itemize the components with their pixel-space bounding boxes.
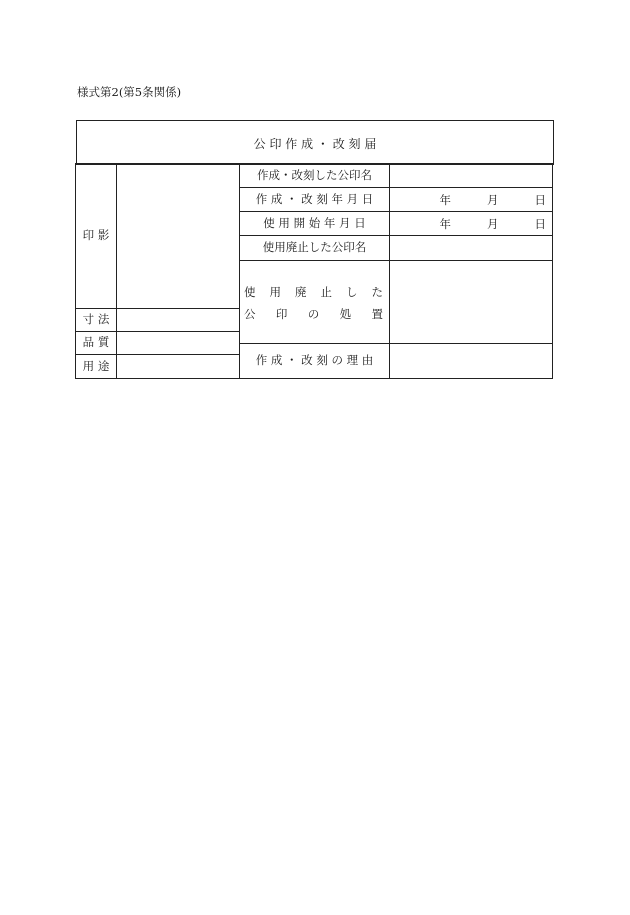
disposal-label-cell bbox=[239, 260, 390, 344]
usage-field[interactable] bbox=[116, 354, 240, 379]
date-created-field[interactable] bbox=[389, 187, 553, 212]
usage-label: 用 途 bbox=[82, 358, 110, 373]
dimensions-label: 寸 法 bbox=[82, 312, 110, 327]
date-started-label-cell bbox=[239, 211, 390, 236]
reason-field[interactable] bbox=[389, 343, 553, 379]
seal-name-field[interactable] bbox=[389, 163, 553, 188]
date-created-label-cell bbox=[239, 187, 390, 212]
form-caption: 様式第2(第5条関係) bbox=[77, 85, 182, 99]
usage-label-cell bbox=[75, 354, 117, 379]
dimensions-field[interactable] bbox=[116, 308, 240, 332]
impression-area[interactable] bbox=[116, 163, 240, 309]
disposal-label-line2: 公 印 の 処 置 bbox=[244, 307, 383, 321]
form-table bbox=[76, 164, 554, 380]
discontinued-label-cell bbox=[239, 235, 390, 261]
impression-label: 印 影 bbox=[82, 228, 110, 243]
form-title-box bbox=[76, 120, 554, 165]
date-created-year: 年 bbox=[439, 192, 451, 207]
discontinued-label: 使用廃止した公印名 bbox=[262, 240, 367, 255]
disposal-field[interactable] bbox=[389, 260, 553, 344]
impression-label-cell bbox=[75, 163, 117, 309]
date-created-day: 日 bbox=[534, 192, 546, 207]
date-started-month: 月 bbox=[487, 216, 499, 231]
date-created-month: 月 bbox=[487, 192, 499, 207]
material-field[interactable] bbox=[116, 331, 240, 355]
date-started-day: 日 bbox=[534, 216, 546, 231]
dimensions-label-cell bbox=[75, 308, 117, 332]
disposal-label-line1: 使 用 廃 止 し た bbox=[244, 285, 383, 299]
seal-name-label-cell bbox=[239, 163, 390, 188]
reason-label: 作 成 ・ 改 刻 の 理 由 bbox=[255, 353, 374, 368]
form-title: 公 印 作 成 ・ 改 刻 届 bbox=[253, 137, 377, 151]
discontinued-field[interactable] bbox=[389, 235, 553, 261]
date-started-label: 使 用 開 始 年 月 日 bbox=[263, 215, 366, 230]
reason-label-cell bbox=[239, 343, 390, 379]
material-label: 品 質 bbox=[82, 335, 110, 350]
date-started-field[interactable] bbox=[389, 211, 553, 236]
date-created-label: 作 成 ・ 改 刻 年 月 日 bbox=[255, 191, 374, 206]
seal-name-label: 作成・改刻した公印名 bbox=[257, 167, 372, 182]
date-started-year: 年 bbox=[439, 216, 451, 231]
material-label-cell bbox=[75, 331, 117, 355]
